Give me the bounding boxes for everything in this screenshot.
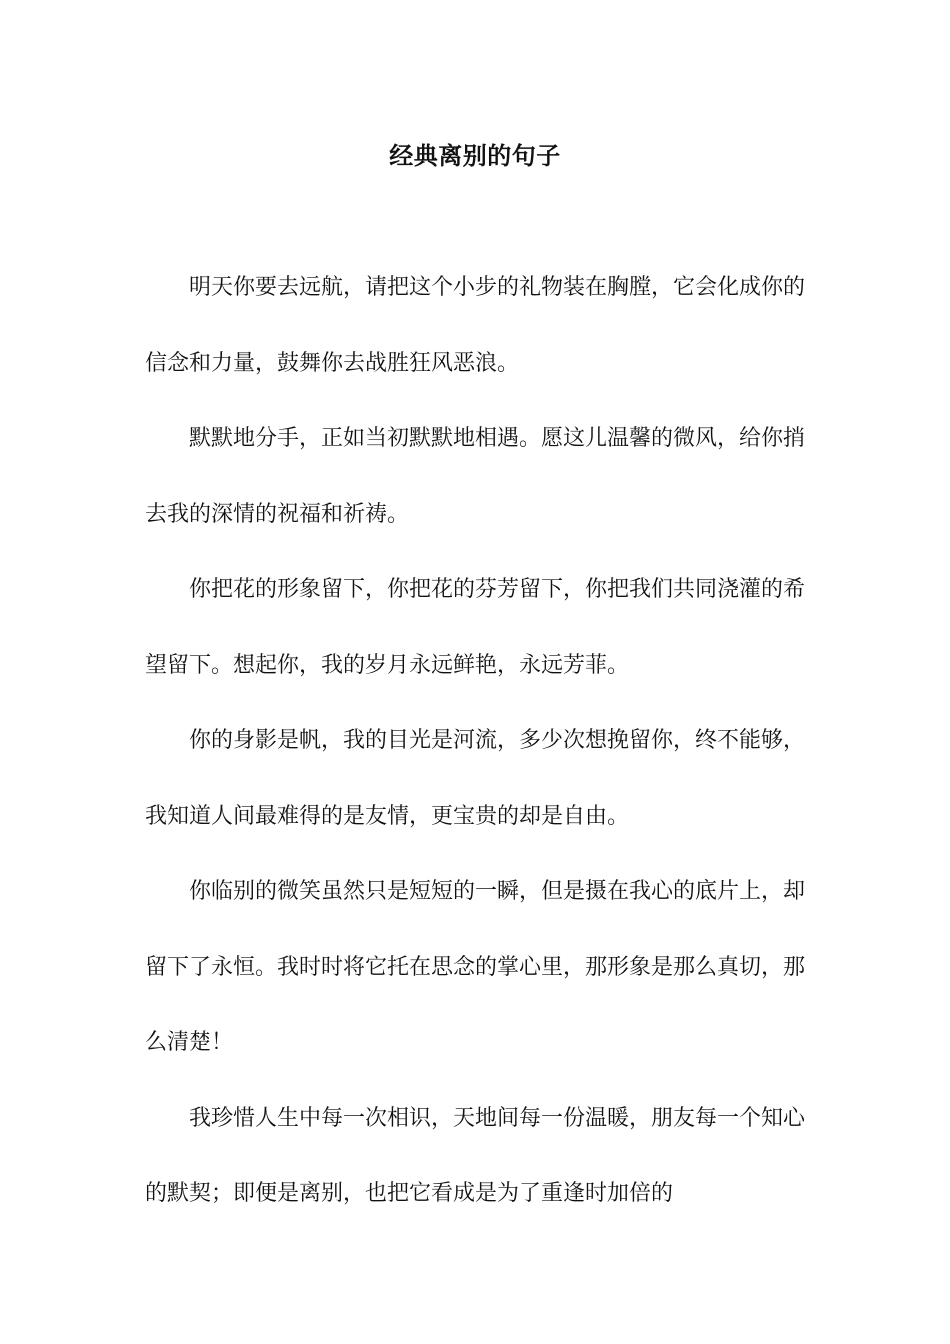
paragraph-5: 你临别的微笑虽然只是短短的一瞬，但是摄在我心的底片上，却留下了永恒。我时时将它托在思念的掌心里，那形象是那么真切，那么清楚！ — [145, 879, 806, 1055]
paragraph-4: 你的身影是帆，我的目光是河流，多少次想挽留你，终不能够，我知道人间最难得的是友情，更宝贵的却是自由。 — [145, 728, 806, 829]
document-title: 经典离别的句子 — [389, 141, 561, 170]
document-body — [145, 250, 805, 1232]
paragraph-6: 我珍惜人生中每一次相识，天地间每一份温暖，朋友每一个知心的默契；即便是离别，也把它看成是为了重逢时加倍的 — [145, 1105, 806, 1206]
paragraph-2: 默默地分手，正如当初默默地相遇。愿这儿温馨的微风，给你捎去我的深情的祝福和祈祷。 — [145, 426, 806, 527]
paragraph-1: 明天你要去远航，请把这个小步的礼物装在胸膛，它会化成你的信念和力量，鼓舞你去战胜狂风恶浪。 — [145, 275, 806, 376]
paragraph-3: 你把花的形象留下，你把花的芬芳留下，你把我们共同浇灌的希望留下。想起你，我的岁月永远鲜艳，永远芳菲。 — [145, 577, 806, 678]
